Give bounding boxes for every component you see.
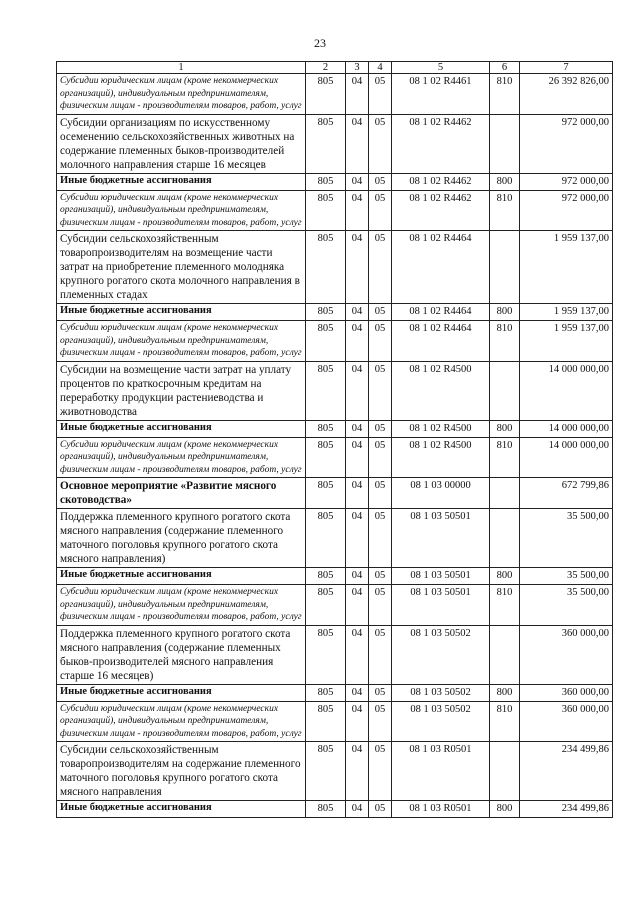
row-code-expense-type: 810: [490, 321, 520, 362]
table-row: [57, 585, 613, 626]
row-code-expense-type: [490, 478, 520, 509]
row-code-target: 08 1 03 50502: [392, 701, 490, 742]
row-amount: 972 000,00: [520, 114, 613, 173]
table-row: [57, 321, 613, 362]
row-name: Иные бюджетные ассигнования: [57, 801, 306, 818]
row-code-admin: 805: [306, 509, 346, 568]
row-amount: 26 392 826,00: [520, 74, 613, 115]
row-code-target: 08 1 02 R4464: [392, 231, 490, 304]
row-amount: 234 499,86: [520, 742, 613, 801]
row-name: Поддержка племенного крупного рогатого скота мясного направления (содержание племенного маточного поголовья крупного рогатого скота мясного направления): [57, 509, 306, 568]
row-code-subsection: 05: [369, 361, 392, 420]
row-code-subsection: 05: [369, 509, 392, 568]
row-code-expense-type: 810: [490, 437, 520, 478]
row-code-admin: 805: [306, 361, 346, 420]
row-code-target: 08 1 03 50501: [392, 568, 490, 585]
row-code-expense-type: 800: [490, 568, 520, 585]
table-row: [57, 742, 613, 801]
table-row: [57, 478, 613, 509]
row-code-subsection: 05: [369, 114, 392, 173]
row-code-expense-type: [490, 509, 520, 568]
row-code-admin: 805: [306, 321, 346, 362]
row-amount: 1 959 137,00: [520, 321, 613, 362]
row-code-admin: 805: [306, 684, 346, 701]
column-header-2: 2: [306, 62, 346, 74]
row-code-target: 08 1 02 R4462: [392, 173, 490, 190]
table-row: [57, 568, 613, 585]
row-code-subsection: 05: [369, 74, 392, 115]
table-row: [57, 74, 613, 115]
column-header-3: 3: [346, 62, 369, 74]
row-code-expense-type: 800: [490, 684, 520, 701]
row-code-admin: 805: [306, 801, 346, 818]
row-code-target: 08 1 02 R4500: [392, 437, 490, 478]
row-code-target: 08 1 03 50502: [392, 625, 490, 684]
row-code-expense-type: [490, 742, 520, 801]
table-row: [57, 701, 613, 742]
row-code-section: 04: [346, 437, 369, 478]
row-name: Иные бюджетные ассигнования: [57, 304, 306, 321]
row-code-section: 04: [346, 684, 369, 701]
row-name: Субсидии организациям по искусственному осеменению сельскохозяйственных животных на содержание племенных быков-производителей молочного направления старше 16 месяцев: [57, 114, 306, 173]
budget-table: [56, 61, 613, 818]
row-code-expense-type: 800: [490, 420, 520, 437]
row-code-target: 08 1 03 R0501: [392, 801, 490, 818]
row-code-target: 08 1 02 R4461: [392, 74, 490, 115]
row-name: Поддержка племенного крупного рогатого скота мясного направления (содержание племенных быков-производителей мясного направления старше 16 месяцев): [57, 625, 306, 684]
row-amount: 360 000,00: [520, 625, 613, 684]
row-code-target: 08 1 03 R0501: [392, 742, 490, 801]
row-code-admin: 805: [306, 114, 346, 173]
row-amount: 14 000 000,00: [520, 437, 613, 478]
row-code-admin: 805: [306, 478, 346, 509]
row-code-expense-type: [490, 625, 520, 684]
column-header-6: 6: [490, 62, 520, 74]
row-code-subsection: 05: [369, 701, 392, 742]
row-amount: 14 000 000,00: [520, 361, 613, 420]
column-header-4: 4: [369, 62, 392, 74]
row-name: Субсидии юридическим лицам (кроме некоммерческих организаций), индивидуальным предпринимателям, физическим лицам - производителям товаров, работ, услуг: [57, 74, 306, 115]
row-amount: 972 000,00: [520, 173, 613, 190]
row-code-subsection: 05: [369, 190, 392, 231]
row-code-subsection: 05: [369, 304, 392, 321]
row-code-expense-type: 800: [490, 801, 520, 818]
row-code-subsection: 05: [369, 625, 392, 684]
table-header-row: [57, 62, 613, 74]
row-code-subsection: 05: [369, 585, 392, 626]
row-code-section: 04: [346, 114, 369, 173]
row-code-section: 04: [346, 701, 369, 742]
table-row: [57, 625, 613, 684]
row-code-section: 04: [346, 321, 369, 362]
column-header-1: 1: [57, 62, 306, 74]
row-code-section: 04: [346, 420, 369, 437]
row-code-section: 04: [346, 509, 369, 568]
row-amount: 35 500,00: [520, 568, 613, 585]
row-code-section: 04: [346, 361, 369, 420]
row-amount: 360 000,00: [520, 701, 613, 742]
table-row: [57, 173, 613, 190]
row-code-expense-type: [490, 361, 520, 420]
row-code-expense-type: 810: [490, 585, 520, 626]
row-amount: 234 499,86: [520, 801, 613, 818]
table-row: [57, 231, 613, 304]
table-row: [57, 420, 613, 437]
row-amount: 360 000,00: [520, 684, 613, 701]
row-amount: 35 500,00: [520, 585, 613, 626]
row-name: Субсидии юридическим лицам (кроме некоммерческих организаций), индивидуальным предпринимателям, физическим лицам - производителям товаров, работ, услуг: [57, 321, 306, 362]
row-code-admin: 805: [306, 585, 346, 626]
row-name: Основное мероприятие «Развитие мясного скотоводства»: [57, 478, 306, 509]
row-code-expense-type: 800: [490, 304, 520, 321]
row-code-admin: 805: [306, 568, 346, 585]
row-code-subsection: 05: [369, 321, 392, 362]
table-row: [57, 509, 613, 568]
table-row: [57, 190, 613, 231]
row-code-section: 04: [346, 304, 369, 321]
row-code-expense-type: 810: [490, 74, 520, 115]
row-code-admin: 805: [306, 190, 346, 231]
row-name: Субсидии юридическим лицам (кроме некоммерческих организаций), индивидуальным предпринимателям, физическим лицам - производителям товаров, работ, услуг: [57, 437, 306, 478]
row-code-section: 04: [346, 801, 369, 818]
row-name: Иные бюджетные ассигнования: [57, 173, 306, 190]
row-amount: 14 000 000,00: [520, 420, 613, 437]
row-name: Иные бюджетные ассигнования: [57, 684, 306, 701]
row-code-target: 08 1 02 R4500: [392, 361, 490, 420]
row-code-expense-type: 810: [490, 190, 520, 231]
row-code-subsection: 05: [369, 478, 392, 509]
row-code-section: 04: [346, 742, 369, 801]
row-code-section: 04: [346, 585, 369, 626]
row-code-subsection: 05: [369, 231, 392, 304]
row-name: Субсидии на возмещение части затрат на уплату процентов по краткосрочным кредитам на переработку продукции растениеводства и животноводства: [57, 361, 306, 420]
row-name: Субсидии юридическим лицам (кроме некоммерческих организаций), индивидуальным предпринимателям, физическим лицам - производителям товаров, работ, услуг: [57, 190, 306, 231]
row-code-section: 04: [346, 231, 369, 304]
row-code-expense-type: [490, 231, 520, 304]
row-code-section: 04: [346, 173, 369, 190]
row-code-section: 04: [346, 74, 369, 115]
row-name: Иные бюджетные ассигнования: [57, 568, 306, 585]
row-code-target: 08 1 02 R4464: [392, 321, 490, 362]
column-header-5: 5: [392, 62, 490, 74]
table-row: [57, 114, 613, 173]
row-name: Субсидии юридическим лицам (кроме некоммерческих организаций), индивидуальным предпринимателям, физическим лицам - производителям товаров, работ, услуг: [57, 585, 306, 626]
table-row: [57, 361, 613, 420]
row-code-admin: 805: [306, 701, 346, 742]
row-code-section: 04: [346, 478, 369, 509]
row-code-admin: 805: [306, 173, 346, 190]
row-code-subsection: 05: [369, 801, 392, 818]
row-code-expense-type: [490, 114, 520, 173]
row-code-admin: 805: [306, 231, 346, 304]
table-row: [57, 801, 613, 818]
row-code-target: 08 1 02 R4462: [392, 114, 490, 173]
row-code-section: 04: [346, 625, 369, 684]
row-amount: 1 959 137,00: [520, 304, 613, 321]
row-code-target: 08 1 02 R4462: [392, 190, 490, 231]
row-code-admin: 805: [306, 420, 346, 437]
row-code-target: 08 1 03 00000: [392, 478, 490, 509]
row-amount: 1 959 137,00: [520, 231, 613, 304]
row-code-target: 08 1 02 R4500: [392, 420, 490, 437]
row-code-target: 08 1 03 50501: [392, 585, 490, 626]
row-amount: 35 500,00: [520, 509, 613, 568]
row-name: Субсидии юридическим лицам (кроме некоммерческих организаций), индивидуальным предпринимателям, физическим лицам - производителям товаров, работ, услуг: [57, 701, 306, 742]
row-amount: 972 000,00: [520, 190, 613, 231]
table-row: [57, 304, 613, 321]
row-code-subsection: 05: [369, 173, 392, 190]
row-code-subsection: 05: [369, 568, 392, 585]
column-header-7: 7: [520, 62, 613, 74]
row-code-admin: 805: [306, 74, 346, 115]
row-name: Иные бюджетные ассигнования: [57, 420, 306, 437]
row-code-admin: 805: [306, 742, 346, 801]
row-amount: 672 799,86: [520, 478, 613, 509]
table-row: [57, 437, 613, 478]
row-code-admin: 805: [306, 437, 346, 478]
row-code-subsection: 05: [369, 437, 392, 478]
row-code-subsection: 05: [369, 420, 392, 437]
row-code-target: 08 1 03 50501: [392, 509, 490, 568]
row-code-expense-type: 800: [490, 173, 520, 190]
row-code-admin: 805: [306, 304, 346, 321]
row-code-section: 04: [346, 568, 369, 585]
row-name: Субсидии сельскохозяйственным товаропроизводителям на содержание племенного маточного поголовья крупного рогатого скота мясного направления: [57, 742, 306, 801]
page-number: 23: [314, 36, 326, 50]
row-code-admin: 805: [306, 625, 346, 684]
row-code-target: 08 1 03 50502: [392, 684, 490, 701]
row-name: Субсидии сельскохозяйственным товаропроизводителям на возмещение части затрат на приобретение племенного молодняка крупного рогатого скота молочного направления в племенных стадах: [57, 231, 306, 304]
table-row: [57, 684, 613, 701]
row-code-subsection: 05: [369, 684, 392, 701]
row-code-section: 04: [346, 190, 369, 231]
row-code-subsection: 05: [369, 742, 392, 801]
row-code-target: 08 1 02 R4464: [392, 304, 490, 321]
row-code-expense-type: 810: [490, 701, 520, 742]
